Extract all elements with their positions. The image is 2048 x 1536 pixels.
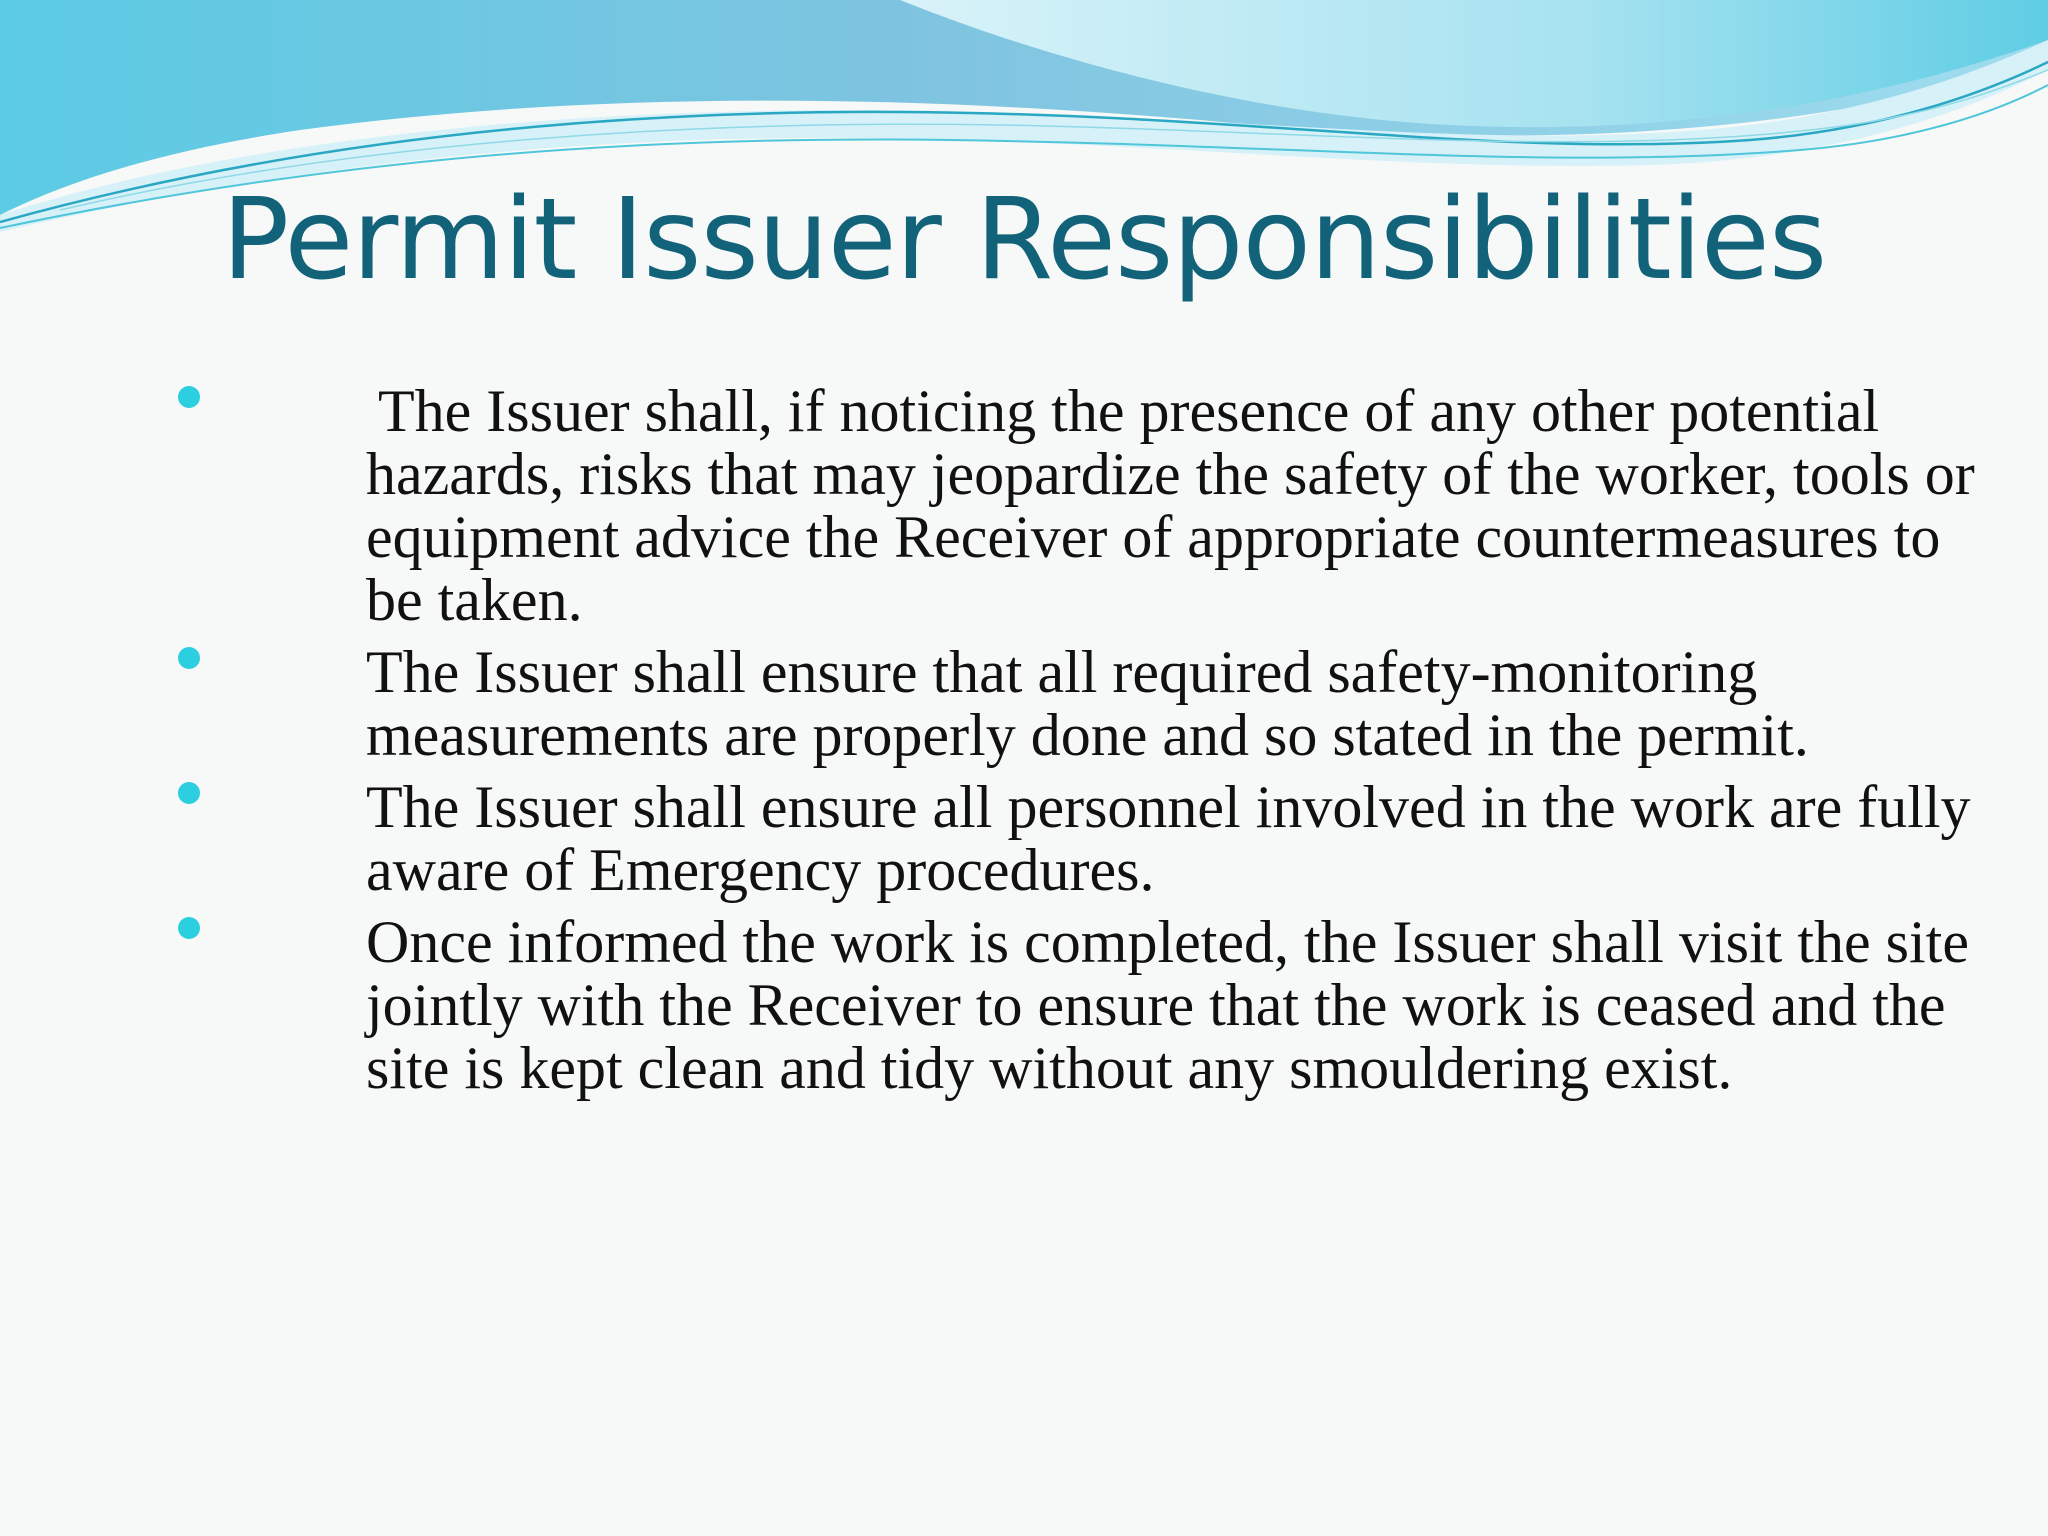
bullet-text: The Issuer shall ensure that all required safety-monitoring measurements are properly done and so stated in the permit. [366, 639, 1809, 768]
bullet-item [0, 641, 2048, 767]
bullet-item [0, 911, 2048, 1100]
slide-title: Permit Issuer Responsibilities [221, 175, 1827, 305]
bullet-dot-icon [178, 917, 200, 939]
bullet-text: The Issuer shall ensure all personnel involved in the work are fully aware of Emergency procedures. [366, 774, 1971, 903]
bullet-text: Once informed the work is completed, the Issuer shall visit the site jointly with the Receiver to ensure that the work is ceased and the site is kept clean and tidy without any smouldering exist. [366, 909, 1969, 1101]
bullet-dot-icon [178, 782, 200, 804]
bullet-item [0, 776, 2048, 902]
bullet-dot-icon [178, 647, 200, 669]
bullet-list [0, 380, 2048, 1100]
bullet-item [0, 380, 2048, 632]
bullet-dot-icon [178, 386, 200, 408]
bullet-text: The Issuer shall, if noticing the presence of any other potential hazards, risks that may jeopardize the safety of the worker, tools or equipment advice the Receiver of appropriate countermeasures to be taken. [366, 378, 1975, 633]
